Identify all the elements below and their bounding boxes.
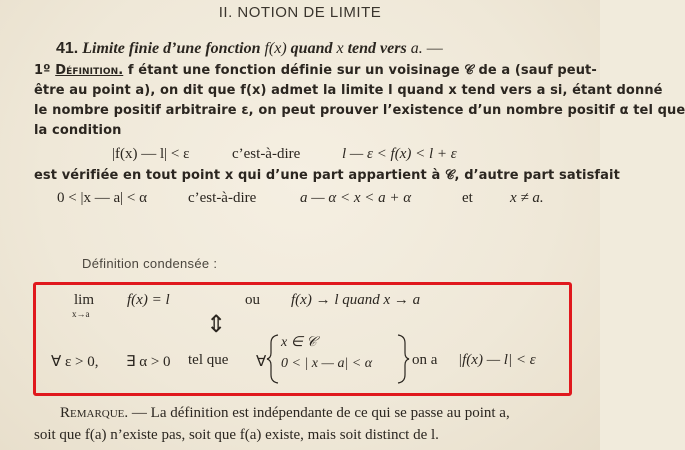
ou-text: ou — [245, 292, 260, 308]
definition-line-4: la condition — [34, 123, 122, 138]
left-brace-icon — [266, 334, 280, 384]
section-title-mid: quand — [290, 40, 333, 57]
section-title-a: a. — [410, 40, 423, 57]
system-line-2: 0 < | x — a| < α — [281, 356, 373, 371]
result-inequality: |f(x) — l| < ε — [458, 352, 536, 368]
cond2-et: et — [462, 190, 473, 206]
section-title-text: Limite finie d’une fonction — [82, 40, 261, 57]
section-number: 41. — [56, 40, 79, 57]
cond2-right: a — α < x < a + α — [300, 190, 412, 206]
remark-line-1 — [60, 405, 510, 422]
cond2-left: 0 < |x — a| < α — [57, 190, 147, 206]
remark-text-1: — La définition est indépendante de ce qui se passe au point a, — [128, 405, 510, 421]
section-title — [56, 40, 443, 58]
condition-left: |f(x) — l| < ε — [112, 146, 190, 162]
cond2-mid: c’est-à-dire — [188, 190, 257, 206]
lim-operator: lim — [74, 292, 95, 308]
section-dash: — — [426, 40, 443, 57]
definition-lead: 1º — [34, 63, 51, 78]
right-brace-icon — [396, 334, 410, 384]
exists-alpha: ∃ α > 0 — [126, 354, 171, 370]
condensed-label: Définition condensée : — [82, 256, 218, 271]
tel-que: tel que — [188, 352, 229, 368]
definition-line-2: être au point a), on dit que f(x) admet la limite l quand x tend vers a si, étant donné — [34, 83, 663, 98]
remark-label: Remarque. — [60, 405, 129, 421]
verified-line: est vérifiée en tout point x qui d’une part appartient à 𝒞, d’autre part satisfait — [34, 168, 620, 183]
system-line-1: x ∈ 𝒞 — [281, 335, 317, 350]
definition-line-3: le nombre positif arbitraire ε, on peut prouver l’existence d’un nombre positif α tel que — [34, 103, 685, 118]
remark-line-2: soit que f(a) n’existe pas, soit que f(a) existe, mais soit distinct de l. — [34, 427, 439, 443]
equivalence-arrow: ⇕ — [206, 310, 227, 338]
section-title-end: tend vers — [347, 40, 407, 57]
definition-label: Définition. — [55, 63, 124, 78]
chapter-header: II. NOTION DE LIMITE — [218, 4, 382, 21]
definition-line-1 — [34, 63, 597, 78]
section-title-x: x — [336, 40, 344, 57]
condition-mid: c’est-à-dire — [232, 146, 301, 162]
cond2-neq: x ≠ a. — [510, 190, 544, 206]
definition-text-1: f étant une fonction définie sur un voisinage 𝒞 de a (sauf peut- — [127, 63, 597, 78]
condition-right: l — ε < f(x) < l + ε — [342, 146, 457, 162]
lim-subscript: x→a — [72, 309, 90, 319]
arrow-form: f(x) → l quand x → a — [291, 292, 421, 308]
on-a: on a — [412, 352, 438, 368]
section-title-fx: f(x) — [264, 40, 287, 57]
forall-eps: ∀ ε > 0, — [51, 354, 99, 370]
forall-symbol: ∀ — [256, 354, 267, 370]
lim-equation: f(x) = l — [127, 292, 170, 308]
